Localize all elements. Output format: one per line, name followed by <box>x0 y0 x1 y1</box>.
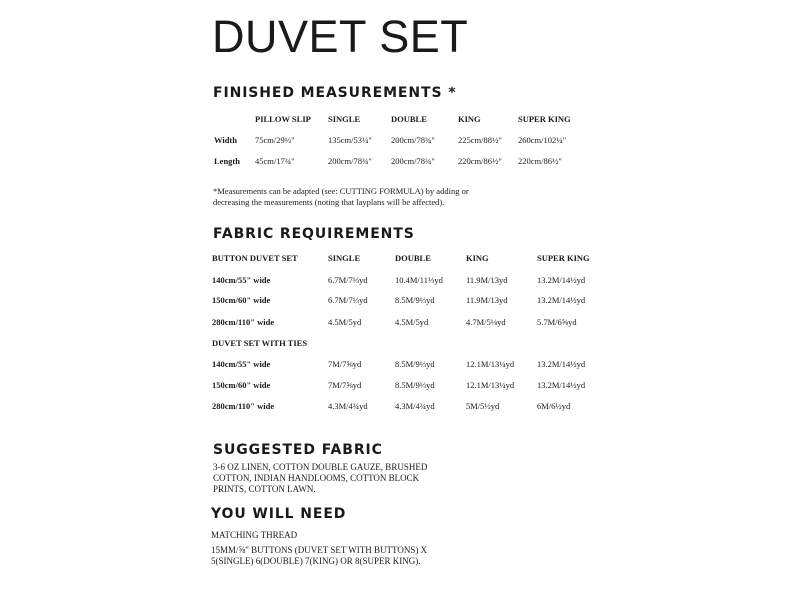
need-item: MATCHING THREAD <box>211 530 298 540</box>
suggested-fabric-heading: SUGGESTED FABRIC <box>213 442 383 458</box>
column-header: DOUBLE <box>395 253 431 263</box>
table-cell: 5.7M/6⅝yd <box>537 317 577 327</box>
table-cell: 12.1M/13¼yd <box>466 380 515 390</box>
group-header: BUTTON DUVET SET <box>212 253 298 263</box>
column-header: SINGLE <box>328 114 361 124</box>
row-label: 280cm/110" wide <box>212 401 275 411</box>
table-cell: 45cm/17¾" <box>255 156 295 166</box>
page-title: DUVET SET <box>212 11 469 62</box>
table-cell: 220cm/86½" <box>458 156 502 166</box>
column-header: SUPER KING <box>518 114 571 124</box>
table-cell: 12.1M/13¼yd <box>466 359 515 369</box>
you-will-need-heading: YOU WILL NEED <box>211 506 347 522</box>
table-cell: 7M/7⅝yd <box>328 380 362 390</box>
measurement-note-line: decreasing the measurements (noting that layplans will be affected). <box>213 197 445 207</box>
table-cell: 8.5M/9⅓yd <box>395 359 435 369</box>
column-header: PILLOW SLIP <box>255 114 311 124</box>
table-cell: 135cm/53¼" <box>328 135 372 145</box>
need-item-line: 15MM/⅝" BUTTONS (DUVET SET WITH BUTTONS) X <box>211 545 428 555</box>
suggested-fabric-line: PRINTS, COTTON LAWN. <box>213 484 316 494</box>
table-cell: 4.5M/5yd <box>395 317 429 327</box>
table-cell: 6.7M/7⅓yd <box>328 295 368 305</box>
table-cell: 200cm/78¾" <box>391 135 435 145</box>
group-header: DUVET SET WITH TIES <box>212 338 308 348</box>
suggested-fabric-line: 3-6 OZ LINEN, COTTON DOUBLE GAUZE, BRUSHED <box>213 462 428 472</box>
measurement-note-line: *Measurements can be adapted (see: CUTTING FORMULA) by adding or <box>213 186 469 196</box>
row-label: Width <box>214 135 237 145</box>
table-cell: 4.3M/4¾yd <box>395 401 435 411</box>
table-cell: 10.4M/11⅓yd <box>395 275 443 285</box>
row-label: 150cm/60" wide <box>212 380 271 390</box>
fabric-requirements-heading: FABRIC REQUIREMENTS <box>213 226 415 242</box>
column-header: DOUBLE <box>391 114 427 124</box>
row-label: Length <box>214 156 240 166</box>
table-cell: 11.9M/13yd <box>466 295 508 305</box>
column-header: KING <box>458 114 481 124</box>
table-cell: 6.7M/7⅓yd <box>328 275 368 285</box>
table-cell: 4.7M/5⅛yd <box>466 317 506 327</box>
table-cell: 200cm/78¾" <box>391 156 435 166</box>
table-cell: 260cm/102¼" <box>518 135 567 145</box>
column-header: SUPER KING <box>537 253 590 263</box>
table-cell: 13.2M/14½yd <box>537 275 586 285</box>
table-cell: 4.5M/5yd <box>328 317 362 327</box>
table-cell: 8.5M/9⅓yd <box>395 295 435 305</box>
table-cell: 200cm/78¾" <box>328 156 372 166</box>
row-label: 140cm/55" wide <box>212 275 271 285</box>
table-cell: 225cm/88½" <box>458 135 502 145</box>
table-cell: 6M/6½yd <box>537 401 571 411</box>
table-cell: 13.2M/14½yd <box>537 359 586 369</box>
table-cell: 13.2M/14½yd <box>537 380 586 390</box>
column-header: KING <box>466 253 489 263</box>
table-cell: 13.2M/14½yd <box>537 295 586 305</box>
need-item-line: 5(SINGLE) 6(DOUBLE) 7(KING) OR 8(SUPER KING). <box>211 556 421 566</box>
table-cell: 4.3M/4¾yd <box>328 401 368 411</box>
finished-measurements-heading: FINISHED MEASUREMENTS * <box>213 85 457 101</box>
table-cell: 75cm/29½" <box>255 135 295 145</box>
suggested-fabric-line: COTTON, INDIAN HANDLOOMS, COTTON BLOCK <box>213 473 420 483</box>
table-cell: 11.9M/13yd <box>466 275 508 285</box>
table-cell: 8.5M/9⅓yd <box>395 380 435 390</box>
table-cell: 5M/5½yd <box>466 401 500 411</box>
row-label: 140cm/55" wide <box>212 359 271 369</box>
row-label: 150cm/60" wide <box>212 295 271 305</box>
column-header: SINGLE <box>328 253 361 263</box>
table-cell: 7M/7⅝yd <box>328 359 362 369</box>
row-label: 280cm/110" wide <box>212 317 275 327</box>
table-cell: 220cm/86½" <box>518 156 562 166</box>
